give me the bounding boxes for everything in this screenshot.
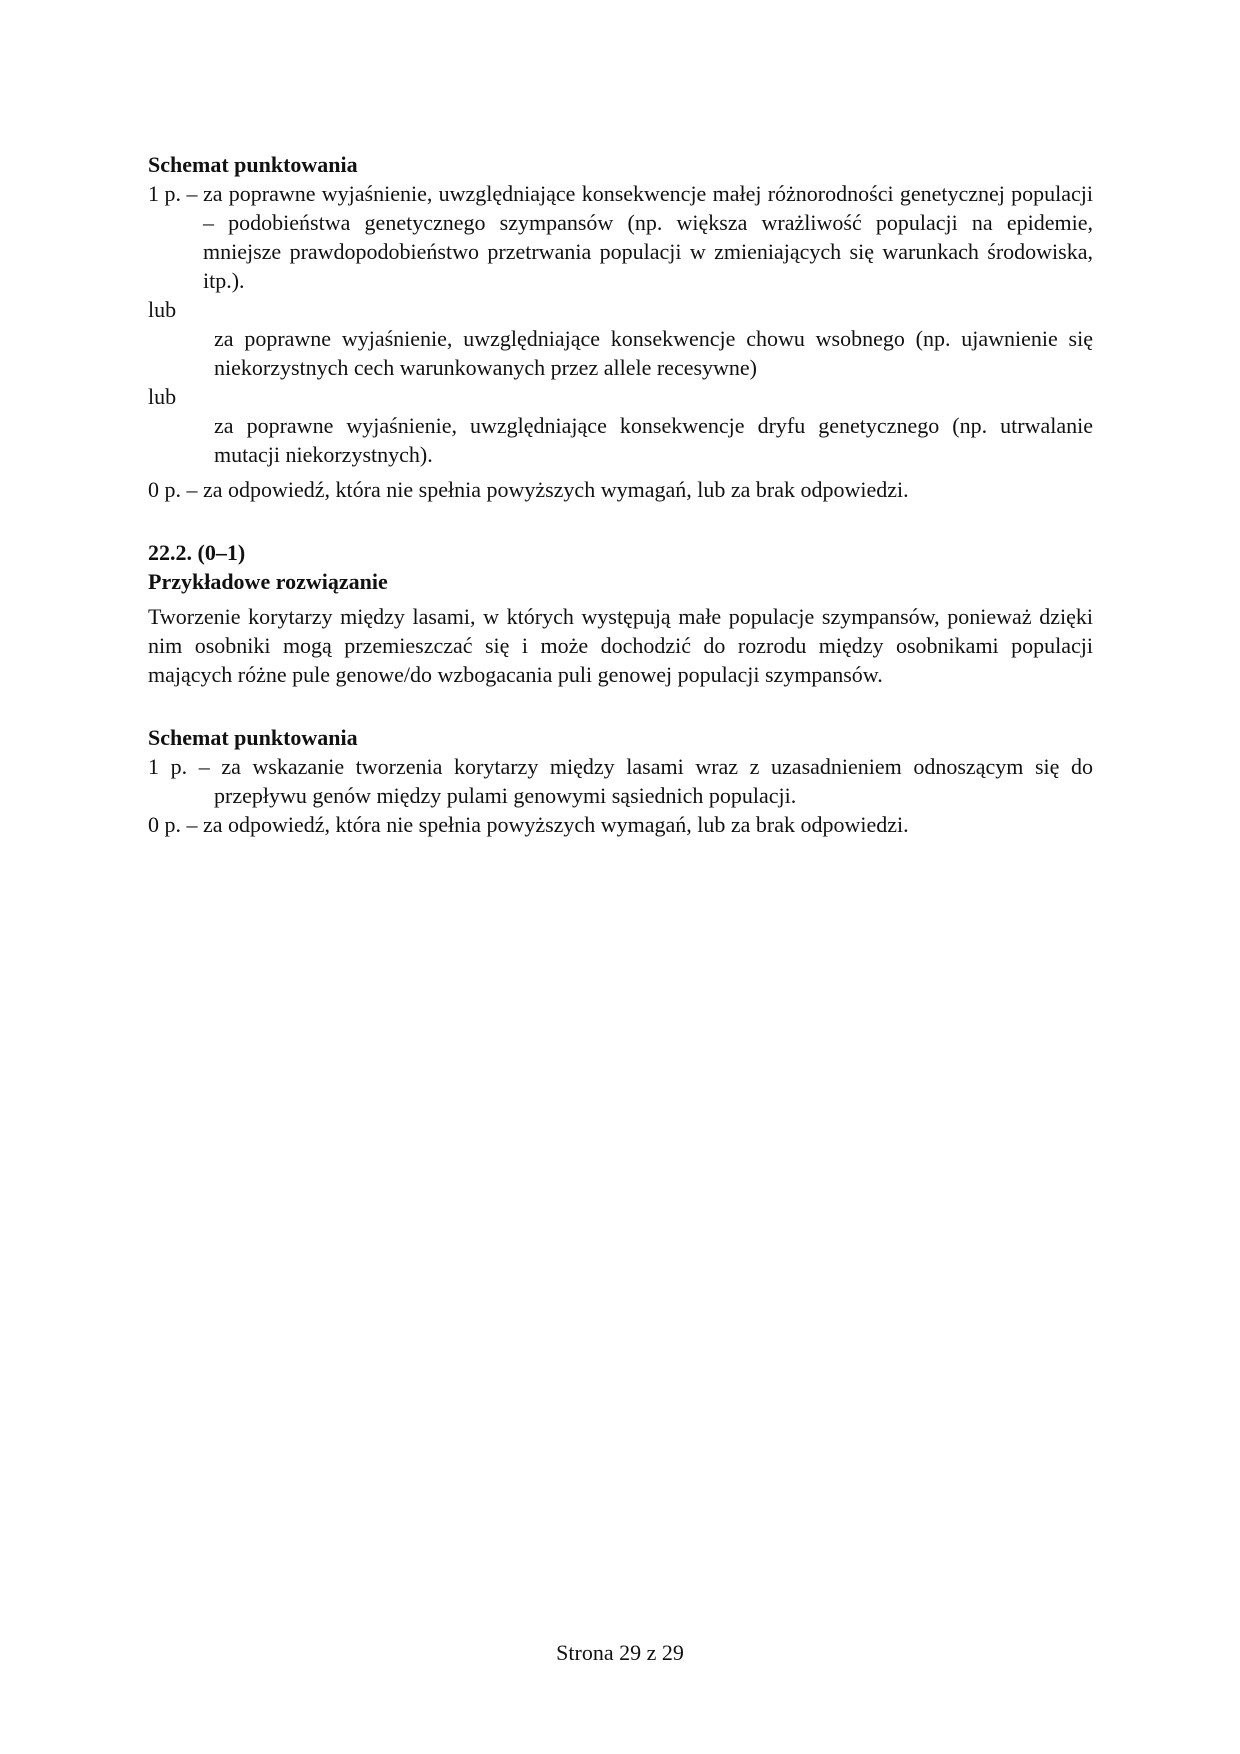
alternative-criterion-inbreeding: za poprawne wyjaśnienie, uwzględniające konsekwencje chowu wsobnego (np. ujawnienie się niekorzystnych cech warunkowanych przez allele recesywne)	[214, 326, 1093, 380]
document-body	[148, 150, 1093, 839]
or-separator-2: lub	[148, 384, 177, 409]
points-label: 1 p. –	[148, 181, 203, 206]
score-0-point-item-1: 0 p. – za odpowiedź, która nie spełnia powyższych wymagań, lub za brak odpowiedzi.	[148, 477, 909, 502]
score-1-point-item-2: 1 p. – za wskazanie tworzenia korytarzy między lasami wraz z uzasadnieniem odnoszącym się do przepływu genów między pulami genowymi sąsiednich populacji.	[148, 754, 1093, 808]
score-1-point-item	[148, 179, 1093, 295]
page-number: Strona 29 z 29	[556, 1640, 684, 1665]
scoring-heading-2: Schemat punktowania	[148, 725, 358, 750]
solution-text: Tworzenie korytarzy między lasami, w których występują małe populacje szympansów, ponieważ dzięki nim osobniki mogą przemieszczać się i może dochodzić do rozrodu między osobnikami populacji mających różne pule genowe/do wzbogacania puli genowej populacji szympansów.	[148, 604, 1093, 687]
points-description-text: za poprawne wyjaśnienie, uwzględniające konsekwencje małej różnorodności genetycznej populacji – podobieństwa genetycznego szympansów (np. większa wrażliwość populacji na epidemie, mniejsze prawdopodobieństwo przetrwania populacji w zmieniających się warunkach środowiska, itp.).	[203, 181, 1093, 293]
task-number: 22.2. (0–1)	[148, 540, 246, 565]
solution-heading: Przykładowe rozwiązanie	[148, 569, 388, 594]
scoring-heading-1: Schemat punktowania	[148, 152, 358, 177]
points-description	[203, 179, 1093, 295]
score-0-point-item-2: 0 p. – za odpowiedź, która nie spełnia powyższych wymagań, lub za brak odpowiedzi.	[148, 812, 909, 837]
or-separator-1: lub	[148, 297, 177, 322]
alternative-criterion-drift: za poprawne wyjaśnienie, uwzględniające konsekwencje dryfu genetycznego (np. utrwalanie mutacji niekorzystnych).	[214, 413, 1093, 467]
